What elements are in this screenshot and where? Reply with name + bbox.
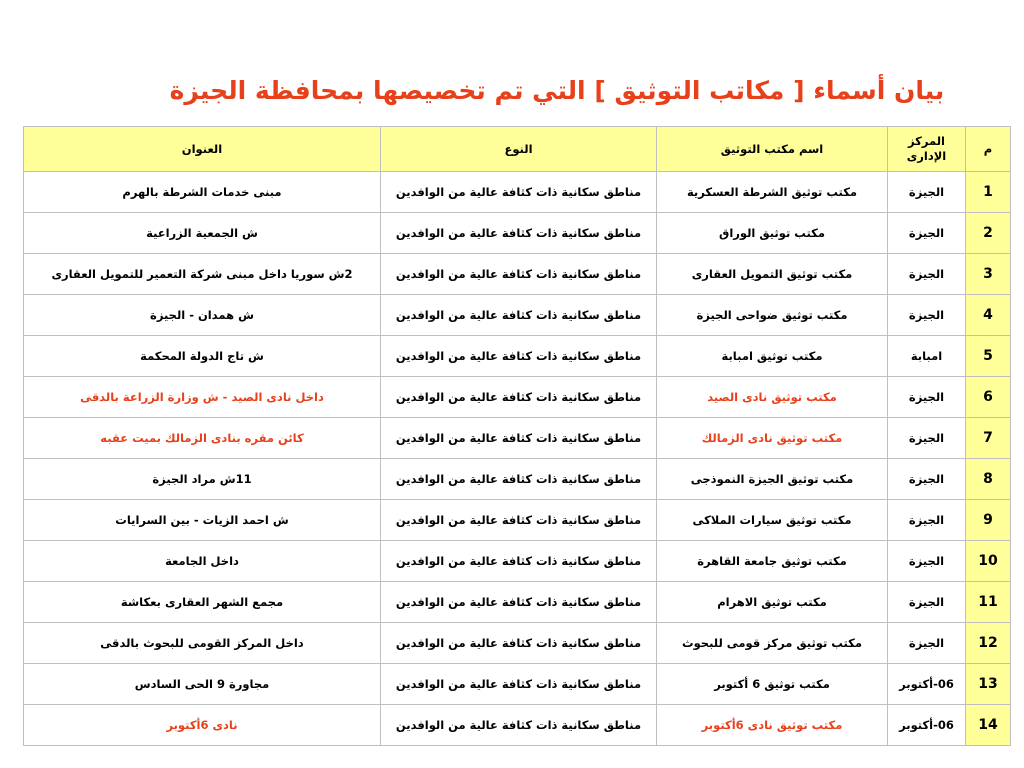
row-num: 1 (966, 172, 1011, 213)
header-address: العنوان (24, 127, 381, 172)
table-row (24, 541, 1011, 582)
row-office-name: مكتب توثيق نادى الزمالك (657, 418, 888, 459)
page-title: بيان أسماء [ مكاتب التوثيق ] التي تم تخصيصها بمحافظة الجيزة (169, 76, 945, 105)
row-office-name: مكتب توثيق الوراق (657, 213, 888, 254)
row-center: الجيزة (888, 500, 966, 541)
row-center: امبابة (888, 336, 966, 377)
row-address: مبنى خدمات الشرطة بالهرم (24, 172, 381, 213)
row-address: ش الجمعية الزراعية (24, 213, 381, 254)
table-row (24, 172, 1011, 213)
row-center: 06-أكتوبر (888, 705, 966, 746)
row-center: الجيزة (888, 541, 966, 582)
row-num: 10 (966, 541, 1011, 582)
row-office-name: مكتب توثيق التمويل العقارى (657, 254, 888, 295)
row-type: مناطق سكانية ذات كثافة عالية من الوافدين (381, 459, 657, 500)
row-center: الجيزة (888, 172, 966, 213)
row-address: نادى 6أكتوبر (24, 705, 381, 746)
table-row (24, 582, 1011, 623)
row-office-name: مكتب توثيق الشرطة العسكرية (657, 172, 888, 213)
row-type: مناطق سكانية ذات كثافة عالية من الوافدين (381, 705, 657, 746)
row-num: 14 (966, 705, 1011, 746)
row-address: 11ش مراد الجيزة (24, 459, 381, 500)
header-center: المركز الإدارى (888, 127, 966, 172)
row-type: مناطق سكانية ذات كثافة عالية من الوافدين (381, 582, 657, 623)
table-row (24, 459, 1011, 500)
row-office-name: مكتب توثيق سيارات الملاكى (657, 500, 888, 541)
row-address: داخل المركز القومى للبحوث بالدقى (24, 623, 381, 664)
row-type: مناطق سكانية ذات كثافة عالية من الوافدين (381, 541, 657, 582)
row-office-name: مكتب توثيق نادى 6أكتوبر (657, 705, 888, 746)
row-address: مجاورة 9 الحى السادس (24, 664, 381, 705)
table-row (24, 336, 1011, 377)
row-type: مناطق سكانية ذات كثافة عالية من الوافدين (381, 623, 657, 664)
row-address: ش احمد الزيات - بين السرايات (24, 500, 381, 541)
table-row (24, 295, 1011, 336)
table-row (24, 213, 1011, 254)
table-header-row (24, 127, 1011, 172)
row-type: مناطق سكانية ذات كثافة عالية من الوافدين (381, 377, 657, 418)
header-num: م (966, 127, 1011, 172)
row-type: مناطق سكانية ذات كثافة عالية من الوافدين (381, 172, 657, 213)
row-center: الجيزة (888, 213, 966, 254)
row-num: 7 (966, 418, 1011, 459)
row-num: 9 (966, 500, 1011, 541)
row-num: 8 (966, 459, 1011, 500)
row-address: مجمع الشهر العقارى بعكاشة (24, 582, 381, 623)
table-row (24, 664, 1011, 705)
table-row (24, 500, 1011, 541)
table-row (24, 418, 1011, 459)
row-address: ش تاج الدولة المحكمة (24, 336, 381, 377)
row-office-name: مكتب توثيق نادى الصيد (657, 377, 888, 418)
row-center: الجيزة (888, 377, 966, 418)
row-office-name: مكتب توثيق ضواحى الجيزة (657, 295, 888, 336)
row-type: مناطق سكانية ذات كثافة عالية من الوافدين (381, 336, 657, 377)
row-num: 13 (966, 664, 1011, 705)
row-num: 11 (966, 582, 1011, 623)
row-address: داخل نادى الصيد - ش وزارة الزراعة بالدقى (24, 377, 381, 418)
row-address: كائن مقره بنادى الزمالك بميت عقبه (24, 418, 381, 459)
row-office-name: مكتب توثيق الاهرام (657, 582, 888, 623)
row-num: 4 (966, 295, 1011, 336)
row-office-name: مكتب توثيق الجيزة النموذجى (657, 459, 888, 500)
row-address: 2ش سوريا داخل مبنى شركة التعمير للتمويل العقارى (24, 254, 381, 295)
table-row (24, 623, 1011, 664)
table-row (24, 377, 1011, 418)
row-type: مناطق سكانية ذات كثافة عالية من الوافدين (381, 254, 657, 295)
row-num: 12 (966, 623, 1011, 664)
row-office-name: مكتب توثيق امبابة (657, 336, 888, 377)
row-center: الجيزة (888, 254, 966, 295)
row-office-name: مكتب توثيق مركز قومى للبحوث (657, 623, 888, 664)
row-type: مناطق سكانية ذات كثافة عالية من الوافدين (381, 418, 657, 459)
row-type: مناطق سكانية ذات كثافة عالية من الوافدين (381, 213, 657, 254)
row-num: 3 (966, 254, 1011, 295)
row-center: الجيزة (888, 418, 966, 459)
row-office-name: مكتب توثيق جامعة القاهرة (657, 541, 888, 582)
row-num: 2 (966, 213, 1011, 254)
row-num: 6 (966, 377, 1011, 418)
row-num: 5 (966, 336, 1011, 377)
row-center: الجيزة (888, 623, 966, 664)
row-address: داخل الجامعة (24, 541, 381, 582)
notary-offices-table (23, 126, 1011, 746)
row-address: ش همدان - الجيزة (24, 295, 381, 336)
row-type: مناطق سكانية ذات كثافة عالية من الوافدين (381, 295, 657, 336)
header-type: النوع (381, 127, 657, 172)
header-name: اسم مكتب التوثيق (657, 127, 888, 172)
table-row (24, 254, 1011, 295)
row-center: الجيزة (888, 582, 966, 623)
row-center: الجيزة (888, 295, 966, 336)
row-center: 06-أكتوبر (888, 664, 966, 705)
row-office-name: مكتب توثيق 6 أكتوبر (657, 664, 888, 705)
row-type: مناطق سكانية ذات كثافة عالية من الوافدين (381, 500, 657, 541)
table-row (24, 705, 1011, 746)
row-type: مناطق سكانية ذات كثافة عالية من الوافدين (381, 664, 657, 705)
row-center: الجيزة (888, 459, 966, 500)
